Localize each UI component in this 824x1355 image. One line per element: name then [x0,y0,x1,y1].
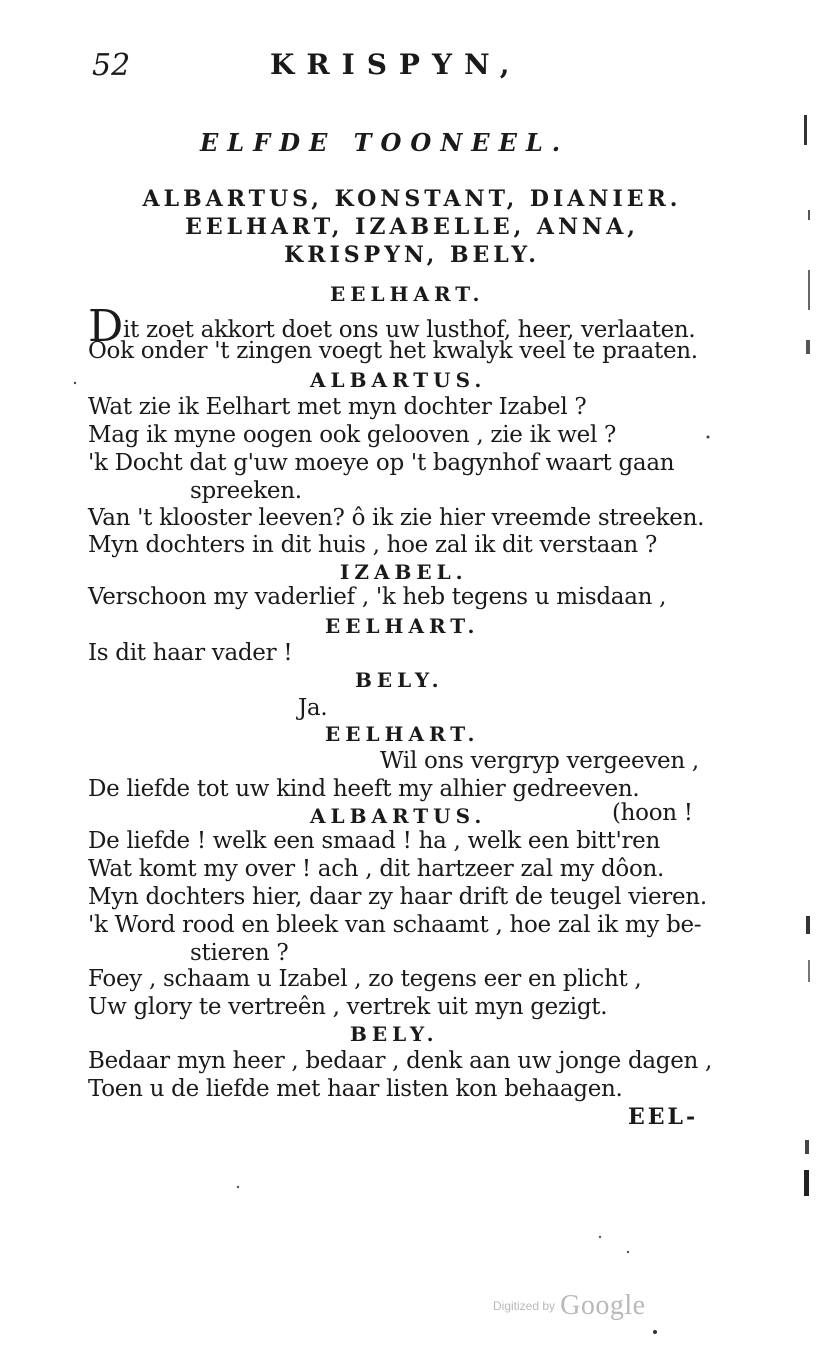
verse-line: Verschoon my vaderlief , 'k heb tegens u misdaan , [88,584,667,610]
verse-line: Bedaar myn heer , bedaar , denk aan uw jonge dagen , [88,1048,713,1074]
verse-continuation: spreeken. [190,478,302,504]
watermark-small-text: Digitized by [493,1299,556,1313]
verse-line: Toen u de liefde met haar listen kon behaagen. [88,1076,623,1102]
speck-mark [237,1186,239,1188]
verse-continuation: stieren ? [190,940,289,966]
cast-line-3: KRISPYN, BELY. [284,242,540,268]
speaker-label: ALBARTUS. [310,368,487,392]
verse-line: Foey , schaam u Izabel , zo tegens eer en plicht , [88,966,642,992]
verse-line: Wil ons vergryp vergeeven , [380,748,699,774]
speaker-label: ALBARTUS. [310,804,487,828]
verse-line: Van 't klooster leeven? ô ik zie hier vreemde streeken. [88,505,705,531]
verse-line: De liefde ! welk een smaad ! ha , welk een bitt'ren [88,828,660,854]
verse-line: Uw glory te vertreên , vertrek uit myn gezigt. [88,994,608,1020]
speaker-label: IZABEL. [340,560,468,584]
verse-line: 'k Docht dat g'uw moeye op 't bagynhof waart gaan [88,450,675,476]
verse-line: Ook onder 't zingen voegt het kwalyk veel te praaten. [88,338,698,364]
verse-line: Wat komt my over ! ach , dit hartzeer zal my dôon. [88,856,665,882]
speck-mark [808,270,810,310]
drop-cap: D [88,301,123,352]
verse-line: Myn dochters in dit huis , hoe zal ik dit verstaan ? [88,532,657,558]
speck-mark [808,960,810,982]
speaker-label: EELHART. [330,282,485,306]
verse-line: Myn dochters hier, daar zy haar drift de teugel vieren. [88,884,707,910]
running-title: KRISPYN, [270,48,522,81]
stage-aside: (hoon ! [612,800,693,826]
catchword: EEL- [628,1104,699,1130]
verse-line: De liefde tot uw kind heeft my alhier gedreeven. [88,776,640,802]
cast-line-1: ALBARTUS, KONSTANT, DIANIER. [142,186,682,212]
speck-mark [804,115,807,145]
verse-line: Is dit haar vader ! [88,640,293,666]
verse-line: Mag ik myne oogen ook gelooven , zie ik wel ? [88,422,617,448]
speck-mark [806,916,810,934]
cast-line-2: EELHART, IZABELLE, ANNA, [185,214,639,240]
digitized-watermark [493,1290,646,1322]
verse-line: Ja. [298,695,328,721]
speaker-label: EELHART. [325,614,480,638]
watermark-logo-text: Google [560,1290,646,1321]
verse-text: it zoet akkort doet ons uw lusthof, heer, verlaaten. [122,317,696,343]
speck-mark [804,1170,809,1196]
scene-title: ELFDE TOONEEL. [200,128,570,157]
speck-mark [707,436,710,439]
verse-line: 'k Word rood en bleek van schaamt , hoe zal ik my be- [88,912,702,938]
page-number: 52 [92,48,131,83]
speck-mark [653,1330,657,1334]
verse-line: Wat zie ik Eelhart met myn dochter Izabel ? [88,394,587,420]
speaker-label: BELY. [355,668,444,692]
speck-mark [806,340,810,354]
speaker-label: BELY. [350,1022,439,1046]
speaker-label: EELHART. [325,722,480,746]
speck-mark [599,1236,601,1238]
speck-mark [74,382,76,384]
speck-mark [627,1251,629,1253]
speck-mark [805,1140,809,1154]
